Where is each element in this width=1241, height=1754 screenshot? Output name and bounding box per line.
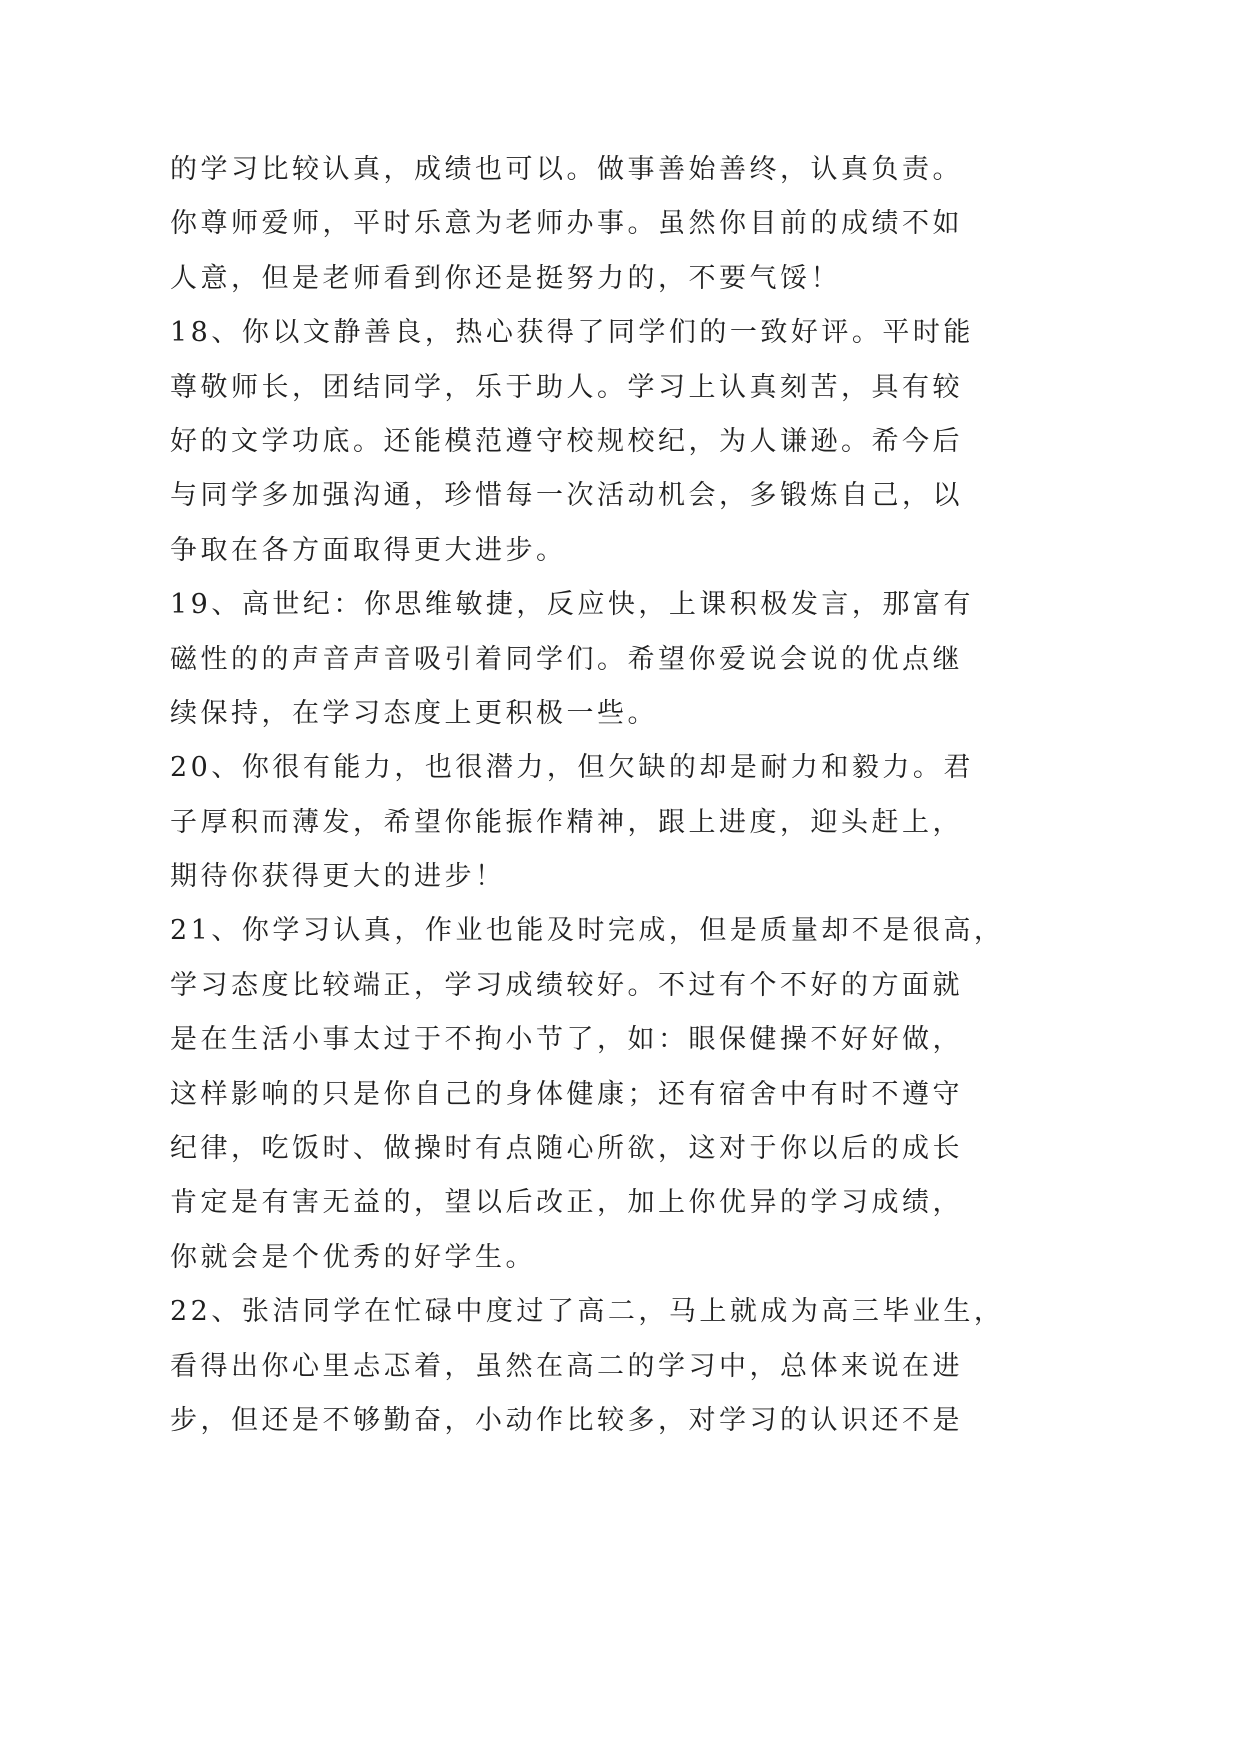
text-line: 21、你学习认真，作业也能及时完成，但是质量却不是很高， (170, 915, 1005, 947)
text-line: 步，但还是不够勤奋，小动作比较多，对学习的认识还不是 (170, 1404, 963, 1436)
text-line: 22、张洁同学在忙碌中度过了高二，马上就成为高三毕业生， (170, 1296, 1005, 1328)
text-line: 看得出你心里忐忑着，虽然在高二的学习中，总体来说在进 (170, 1350, 963, 1382)
text-line: 是在生活小事太过于不拘小节了，如：眼保健操不好好做， (170, 1024, 963, 1056)
text-line: 期待你获得更大的进步！ (170, 861, 506, 893)
text-line: 纪律，吃饭时、做操时有点随心所欲，这对于你以后的成长 (170, 1133, 963, 1165)
text-line: 子厚积而薄发，希望你能振作精神，跟上进度，迎头赶上， (170, 806, 963, 838)
text-line: 18、你以文静善良，热心获得了同学们的一致好评。平时能 (170, 317, 974, 349)
text-line: 磁性的的声音声音吸引着同学们。希望你爱说会说的优点继 (170, 643, 963, 675)
text-line: 19、高世纪：你思维敏捷，反应快，上课积极发言，那富有 (170, 589, 974, 621)
text-line: 20、你很有能力，也很潜力，但欠缺的却是耐力和毅力。君 (170, 752, 974, 784)
text-line: 尊敬师长，团结同学，乐于助人。学习上认真刻苦，具有较 (170, 371, 963, 403)
text-line: 这样影响的只是你自己的身体健康；还有宿舍中有时不遵守 (170, 1078, 963, 1110)
text-line: 争取在各方面取得更大进步。 (170, 534, 567, 566)
text-line: 肯定是有害无益的，望以后改正，加上你优异的学习成绩， (170, 1187, 963, 1219)
text-line: 与同学多加强沟通，珍惜每一次活动机会，多锻炼自己，以 (170, 480, 963, 512)
text-line: 好的文学功底。还能模范遵守校规校纪，为人谦逊。希今后 (170, 425, 963, 457)
text-line: 的学习比较认真，成绩也可以。做事善始善终，认真负责。 (170, 154, 963, 185)
text-line: 人意，但是老师看到你还是挺努力的，不要气馁！ (170, 262, 841, 294)
text-line: 你尊师爱师，平时乐意为老师办事。虽然你目前的成绩不如 (170, 208, 963, 240)
body-text (170, 143, 1005, 1448)
text-line: 学习态度比较端正，学习成绩较好。不过有个不好的方面就 (170, 969, 963, 1001)
text-line: 续保持，在学习态度上更积极一些。 (170, 697, 658, 729)
text-line: 你就会是个优秀的好学生。 (170, 1241, 536, 1273)
